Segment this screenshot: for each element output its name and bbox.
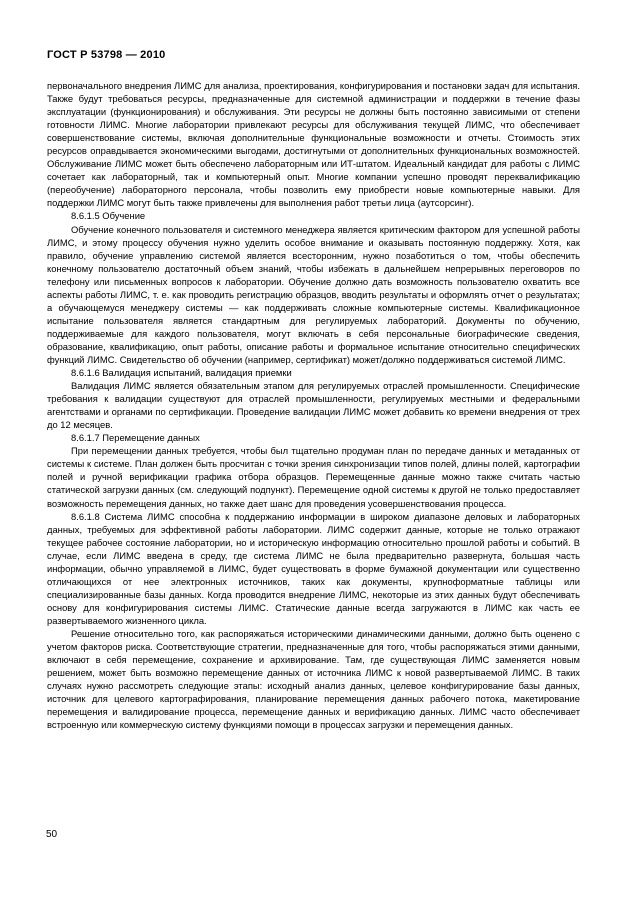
- paragraph-validation: Валидация ЛИМС является обязательным этапом для регулируемых отраслей промышленности. Специфические требования к валидации существуют для отраслей промышленности, регулируемых местными и федеральными агентствами и органами по сертификации. Проведение валидации ЛИМС может добавить ко времени внедрения от трех до 12 месяцев.: [47, 380, 580, 431]
- paragraph-8-6-1-8: 8.6.1.8 Система ЛИМС способна к поддержанию информации в широком диапазоне деловых и лабораторных данных, требуемых для эффективной работы лаборатории. ЛИМС содержит данные, которые не только отражают текущее рабочее состояние лаборатории, но и историческую информацию относительно прошлой работы и событий. В случае, если ЛИМС введена в среду, где система ЛИМС не была предварительно развернута, большая часть информации, обычно управляемой в ЛИМС, будет существовать в форме бумажной документации или существенно отличающихся от нее электронных источников, таких как документы, крупноформатные таблицы или специализированные базы данных. Когда проводится внедрение ЛИМС, некоторые из этих данных будут обеспечивать основу для конфигурирования системы ЛИМС. Статические данные всегда загружаются в ЛИМС как часть ее развертываемого жизненного цикла.: [47, 510, 580, 626]
- section-heading-8-6-1-5: 8.6.1.5 Обучение: [71, 210, 146, 222]
- paragraph-training: Обучение конечного пользователя и системного менеджера является критическим фактором для успешной работы ЛИМС, и этому процессу обучения нужно уделить особое внимание и оказывать постоянную поддержку. Хотя, как правило, обучение управлению системой является всесторонним, нужно позаботиться о том, чтобы обеспечить конечному пользователю достаточный объем знаний, чтобы избежать в дальнейшем непрерывных переговоров по телефону или письменных вопросов к лаборатории. Обучение должно дать возможность пользователю охватить все аспекты работы ЛИМС, т. е. как проводить регистрацию образцов, вводить результаты и оформлять отчет о результатах; а обучающемуся менеджеру системы — как поддерживать сложные компьютерные системы. Квалификационное испытание пользователя является стандартным для регулируемых лабораторий. Документы по обучению, поддерживаемые для каждого пользователя, могут включать в себя персональные биографические сведения, образование, квалификацию, опыт работы, описание работы и формальное испытание относительно специфических функций ЛИМС. Свидетельство об обучении (например, сертификат) может/должно поддерживаться системой ЛИМС.: [47, 223, 580, 365]
- document-body: [47, 79, 580, 731]
- paragraph-data-migration: При перемещении данных требуется, чтобы был тщательно продуман план по передаче данных и метаданных от системы к системе. План должен быть просчитан с точки зрения синхронизации типов полей, длины полей, картографии полей и ручной верификации графика отбора образцов. Перемещенные данные можно также считать частью статической загрузки данных (см. следующий подпункт). Перемещение одной системы к другой не только предоставляет возможность перемещения данных, но также дает шанс для проведения усовершенствования процесса.: [47, 445, 580, 509]
- document-header: ГОСТ Р 53798 — 2010: [47, 49, 166, 61]
- section-heading-8-6-1-7: 8.6.1.7 Перемещение данных: [71, 432, 200, 444]
- paragraph-historical-data: Решение относительно того, как распоряжаться историческими динамическими данными, должно быть оценено с учетом факторов риска. Соответствующие стратегии, предназначенные для того, чтобы распоряжаться этими данными, включают в себя перемещение, сохранение и архивирование. Там, где существующая ЛИМС заменяется новым решением, может быть возможно перемещение данных от источника ЛИМС к новой развертываемой ЛИМС. В таких случаях нужно рассмотреть следующие этапы: исходный анализ данных, целевое конфигурирование базы данных, источник для целевого картографирования, планирование перемещения данных рабочего потока, макетирование перемещения и валидирование процесса, перемещение данных и верификацию данных. ЛИМС часто обеспечивает встроенную или коммерческую систему функциями помощи в процессах загрузки и перемещения данных.: [47, 627, 580, 731]
- page-number: 50: [46, 829, 58, 840]
- paragraph-continuation: первоначального внедрения ЛИМС для анализа, проектирования, конфигурирования и постановки задач для испытания. Также будут требоваться ресурсы, предназначенные для системной администрации и поддержки в течение фазы эксплуатации (функционирования) и обслуживания. Эти ресурсы не должны быть постоянно зависимыми от степени готовности ЛИМС. Многие лаборатории привлекают ресурсы для обслуживания текущей ЛИМС, что обеспечивает совершенствование системы, включая дополнительные функциональные возможности и отчеты. Стоимость этих ресурсов оправдывается экономическими выгодами, достигнутыми от дополнительных функциональных возможностей. Обслуживание ЛИМС может быть обеспечено лабораторным или ИТ-штатом. Идеальный кандидат для работы с ЛИМС сочетает как лабораторный, так и компьютерный опыт. Многие компании успешно проводят переквалификацию (переобучение) лабораторного персонала, чтобы позволить ему приобрести новые компьютерные навыки. Для поддержки ЛИМС могут быть также привлечены для выполнения работ третьи лица (аутсорсинг).: [47, 80, 580, 209]
- section-heading-8-6-1-6: 8.6.1.6 Валидация испытаний, валидация приемки: [71, 367, 292, 379]
